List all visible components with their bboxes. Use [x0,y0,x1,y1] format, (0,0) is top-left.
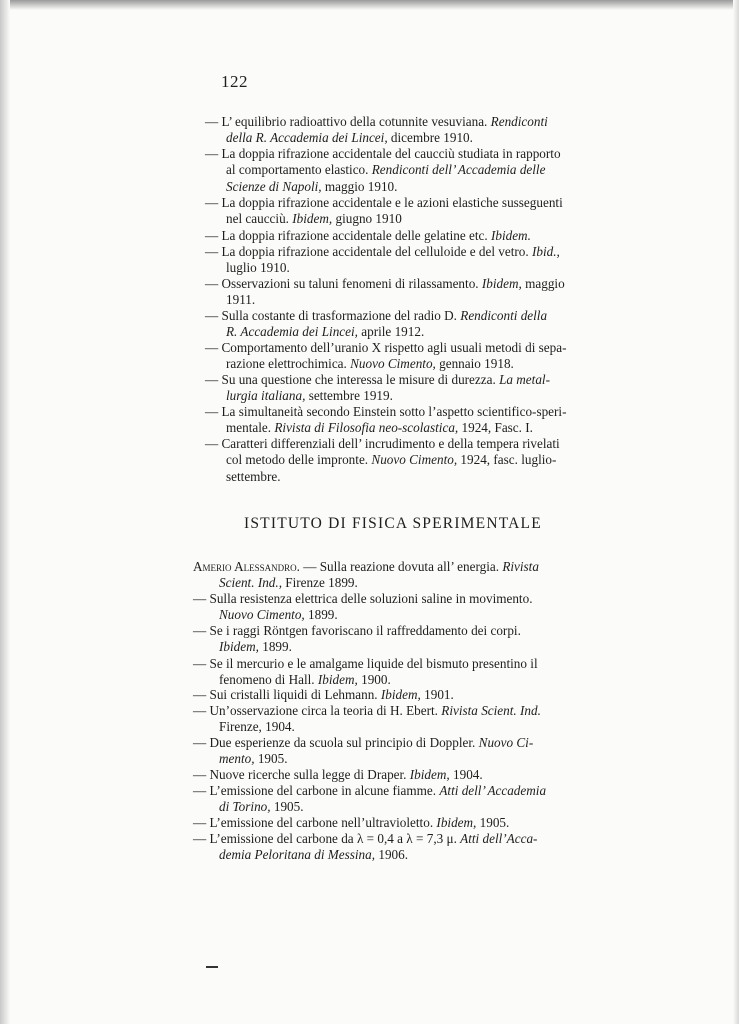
publication-entry: — Un’osservazione circa la teoria di H. Ebert. Rivista Scient. Ind. Firenze, 1904. [193,703,541,735]
publication-entry: — L’emissione del carbone nell’ultravioletto. Ibidem, 1905. [193,815,510,830]
publication-entry: — La doppia rifrazione accidentale delle gelatine etc. Ibidem. [205,228,531,243]
publication-entry: — Se il mercurio e le amalgame liquide del bismuto presentino il fenomeno di Hall. Ibidem, 1900. [193,656,538,688]
publication-entry: — L’emissione del carbone in alcune fiamme. Atti dell’ Accademia di Torino, 1905. [193,783,547,815]
publication-entry: — La doppia rifrazione accidentale e le azioni elastiche susseguenti nel caucciù. Ibidem, giugno 1910 [205,195,563,227]
author-name: Amerio Alessandro. [193,559,300,574]
publication-entry: — Nuove ricerche sulla legge di Draper. Ibidem, 1904. [193,767,483,782]
section-title: ISTITUTO DI FISICA SPERIMENTALE [244,515,542,532]
scan-edge-left [0,0,10,1024]
publication-entry: — Sulla resistenza elettrica delle soluzioni saline in movimento. Nuovo Cimento, 1899. [193,591,533,623]
publication-entry: — L’emissione del carbone da λ = 0,4 a λ = 7,3 μ. Atti dell’Acca- demia Peloritana di Messina, 1906. [193,831,538,863]
publication-entry: — Due esperienze da scuola sul principio di Doppler. Nuovo Ci- mento, 1905. [193,735,534,767]
publication-entry: — Caratteri differenziali dell’ incrudimento e della tempera rivelati col metodo delle impronte. Nuovo Cimento, 1924, fasc. luglio- settembre. [205,436,560,484]
publication-entry: — Su una questione che interessa le misure di durezza. La metal- lurgia italiana, settembre 1919. [205,372,550,404]
page-number: 122 [221,72,248,91]
stray-mark [206,966,218,968]
publication-entry: — Sulla costante di trasformazione del radio D. Rendiconti della R. Accademia dei Lincei, aprile 1912. [205,308,548,340]
publication-entry: Amerio Alessandro. — Sulla reazione dovuta all’ energia. Rivista Scient. Ind., Firenze 1899. [193,559,539,591]
scan-edge-top [0,0,739,10]
publication-entry: — La simultaneità secondo Einstein sotto l’aspetto scientifico-speri- mentale. Rivista di Filosofia neo-scolastica, 1924, Fasc. I. [205,404,567,436]
publication-entry: — Sui cristalli liquidi di Lehmann. Ibidem, 1901. [193,687,454,702]
publication-entry: — La doppia rifrazione accidentale del celluloide e del vetro. Ibid., luglio 1910. [205,244,560,276]
scan-edge-right [733,0,739,1024]
publication-entry: — Se i raggi Röntgen favoriscano il raffreddamento dei corpi. Ibidem, 1899. [193,623,521,655]
publication-entry: — Osservazioni su taluni fenomeni di rilassamento. Ibidem, maggio 1911. [205,276,565,308]
publication-entry: — Comportamento dell’uranio X rispetto agli usuali metodi di sepa- razione elettrochimica. Nuovo Cimento, gennaio 1918. [205,340,567,372]
publication-entry: — La doppia rifrazione accidentale del caucciù studiata in rapporto al comportamento elastico. Rendiconti dell’ Accademia delle Scienze di Napoli, maggio 1910. [205,146,561,194]
publication-entry: — L’ equilibrio radioattivo della cotunnite vesuviana. Rendiconti della R. Accademia dei Lincei, dicembre 1910. [205,114,548,146]
